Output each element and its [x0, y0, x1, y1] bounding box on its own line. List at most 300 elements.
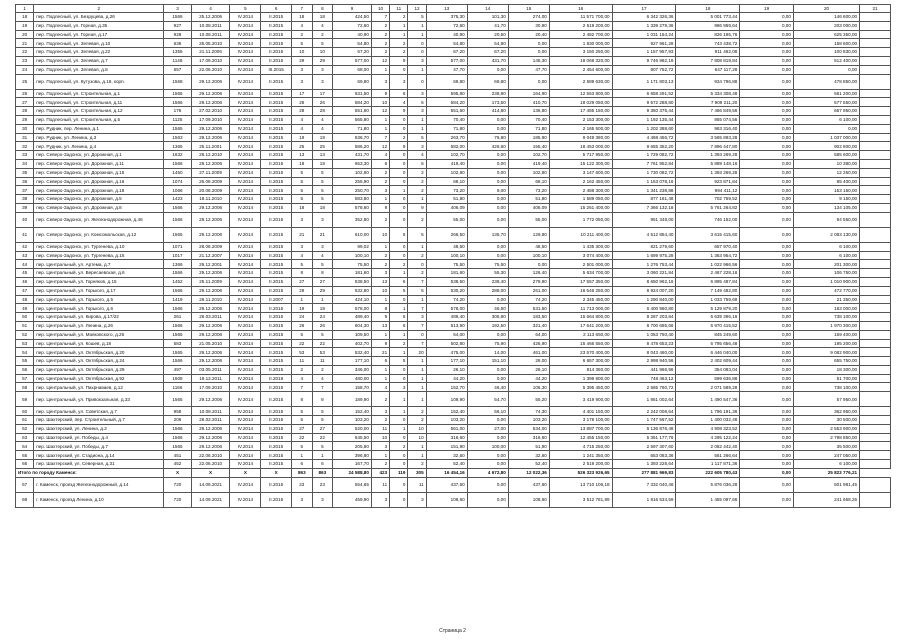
table-row: [16, 89, 891, 98]
table-cell: 28: [16, 107, 34, 116]
table-cell: 0,00: [467, 477, 508, 492]
table-cell: 489,40: [333, 313, 372, 322]
table-cell: 2: [408, 407, 426, 416]
table-cell: 5: [292, 168, 313, 177]
address-cell: г. Каменск, проезд Ленина, д.10: [34, 492, 164, 507]
table-cell: 2 553 900,00: [793, 424, 859, 433]
table-cell: 103,20: [508, 416, 549, 425]
table-cell: 44,20: [426, 374, 467, 383]
table-cell: 47,70: [508, 65, 549, 74]
table-cell: 3: [408, 89, 426, 98]
table-cell: 4: [408, 151, 426, 160]
table-cell: 9: [333, 5, 372, 13]
table-cell: IV.2014: [230, 65, 261, 74]
table-cell: 1: [16, 5, 34, 13]
table-cell: 26: [292, 98, 313, 107]
table-cell: 76,80: [467, 133, 508, 142]
table-cell: [860, 177, 891, 186]
table-cell: 29.12.2006: [191, 357, 230, 366]
table-cell: 1: [371, 374, 389, 383]
table-cell: 55: [16, 357, 34, 366]
table-cell: IV.2014: [230, 142, 261, 151]
table-cell: 288,00: [467, 286, 508, 295]
table-cell: 396,80: [333, 451, 372, 460]
table-cell: 2: [408, 251, 426, 260]
table-cell: 459,90: [333, 492, 372, 507]
table-cell: 4 295 122,24: [676, 433, 740, 442]
table-cell: 7 808 819,84: [676, 56, 740, 65]
table-cell: 3: [408, 313, 426, 322]
table-cell: 9 049 380,00: [549, 133, 612, 142]
table-cell: 55,20: [508, 392, 549, 407]
address-cell: 2: [34, 5, 164, 13]
table-cell: 9: [390, 56, 408, 65]
table-cell: 0,00: [740, 433, 794, 442]
table-cell: 431,70: [467, 56, 508, 65]
table-cell: 1: [408, 357, 426, 366]
table-row: [16, 286, 891, 295]
address-cell: пер. Северо-Задонск, ул. Дорожная, д.5: [34, 195, 164, 204]
table-cell: 720: [164, 477, 191, 492]
table-cell: II.2015: [261, 142, 292, 151]
table-cell: 73,20: [426, 186, 467, 195]
table-cell: 53: [16, 339, 34, 348]
table-cell: 1: [390, 407, 408, 416]
table-cell: 526 323 926,65: [549, 468, 612, 477]
table-cell: 21: [312, 227, 333, 242]
table-cell: 26.08.2009: [191, 177, 230, 186]
table-cell: 1 037 000,00: [793, 133, 859, 142]
table-cell: 821 279,60: [612, 242, 676, 251]
table-cell: 40,90: [426, 30, 467, 39]
table-cell: 5: [312, 177, 333, 186]
table-cell: 192,50: [467, 321, 508, 330]
table-cell: [860, 286, 891, 295]
table-cell: II.2015: [261, 321, 292, 330]
table-cell: 30: [16, 124, 34, 133]
table-cell: [860, 321, 891, 330]
table-cell: 48,50: [426, 242, 467, 251]
table-cell: 18 068 320,00: [549, 56, 612, 65]
table-cell: 2 998 940,56: [612, 357, 676, 366]
table-cell: [860, 348, 891, 357]
table-cell: II.2015: [261, 13, 292, 22]
table-cell: 17 641 200,00: [549, 321, 612, 330]
table-cell: 151,90: [426, 442, 467, 451]
table-cell: 807 752,72: [612, 65, 676, 74]
table-cell: 23: [16, 56, 34, 65]
table-cell: 955 074,56: [676, 115, 740, 124]
table-cell: 102,70: [508, 151, 549, 160]
table-cell: 584,20: [333, 98, 372, 107]
table-cell: 582,00: [426, 142, 467, 151]
table-cell: II.2015: [261, 227, 292, 242]
table-cell: 0,00: [467, 212, 508, 227]
table-cell: 17: [292, 89, 313, 98]
table-cell: 22.06.2010: [191, 451, 230, 460]
table-cell: 167,70: [333, 460, 372, 469]
table-cell: 201 300,00: [793, 260, 859, 269]
table-cell: 3: [312, 242, 333, 251]
table-cell: 5: [408, 133, 426, 142]
table-cell: 5: [292, 407, 313, 416]
table-cell: 238,90: [467, 89, 508, 98]
table-cell: 305: [408, 468, 426, 477]
table-cell: II.2015: [261, 74, 292, 89]
table-cell: IV.2014: [230, 115, 261, 124]
table-cell: 475,00: [426, 348, 467, 357]
table-cell: 5: [312, 416, 333, 425]
table-cell: 29.12.2006: [191, 212, 230, 227]
address-cell: пер. Центральный, ул. Кошев, д.18: [34, 339, 164, 348]
table-cell: 2 113 650,00: [549, 330, 612, 339]
table-cell: 9 350 375,44: [612, 107, 676, 116]
table-cell: 1 192 135,44: [612, 115, 676, 124]
table-cell: 10: [371, 227, 389, 242]
table-cell: 902 800,00: [793, 142, 859, 151]
table-cell: 4: [312, 374, 333, 383]
table-cell: 0: [390, 115, 408, 124]
address-cell: пер. Подлесный, ул. Кутузова, д.16, корп.: [34, 74, 164, 89]
table-cell: [860, 392, 891, 407]
table-cell: 0: [390, 65, 408, 74]
address-cell: пер. Рудник, ул. Ленина, д.3: [34, 133, 164, 142]
table-cell: IV.2014: [230, 260, 261, 269]
table-cell: 6 100,00: [793, 251, 859, 260]
table-row: [16, 133, 891, 142]
table-cell: II.2015: [261, 260, 292, 269]
table-cell: [860, 39, 891, 48]
table-cell: 56,10: [467, 407, 508, 416]
table-cell: 24: [312, 313, 333, 322]
table-cell: 152,40: [333, 407, 372, 416]
table-cell: 17 485 150,00: [549, 107, 612, 116]
table-cell: 4 401 150,00: [549, 407, 612, 416]
table-cell: 748 463,12: [612, 374, 676, 383]
table-cell: 46,50: [467, 304, 508, 313]
table-cell: 27.02.2010: [191, 107, 230, 116]
table-cell: 2: [390, 48, 408, 57]
table-cell: 7 896 447,80: [676, 142, 740, 151]
table-cell: 1: [312, 451, 333, 460]
table-cell: 0: [390, 365, 408, 374]
table-cell: 22: [16, 48, 34, 57]
table-cell: 1 393 269,28: [676, 151, 740, 160]
table-cell: 0,00: [467, 433, 508, 442]
table-cell: 0,00: [740, 321, 794, 330]
table-cell: 158 600,00: [793, 39, 859, 48]
table-cell: 1563: [164, 133, 191, 142]
table-cell: 0,00: [793, 124, 859, 133]
table-cell: 7 149 482,80: [676, 286, 740, 295]
address-cell: пер. Подлесный, ул. Строительная, д.1: [34, 89, 164, 98]
table-cell: IV.2014: [230, 304, 261, 313]
table-cell: 316,60: [508, 433, 549, 442]
address-cell: пер. Шахтерский, ул. Победы, д.7: [34, 442, 164, 451]
table-cell: IV.2014: [230, 48, 261, 57]
table-cell: 53: [312, 348, 333, 357]
table-cell: 69,80: [426, 74, 467, 89]
table-cell: 13 887 700,00: [549, 424, 612, 433]
table-cell: 877 161,48: [612, 195, 676, 204]
table-cell: 1: [390, 269, 408, 278]
table-cell: 26.03.2011: [191, 313, 230, 322]
table-row: [16, 39, 891, 48]
table-cell: 6: [390, 89, 408, 98]
table-cell: 54,70: [467, 392, 508, 407]
table-row: [16, 203, 891, 212]
address-cell: пер. Центральный, ул. Пахрнаваев, д.12: [34, 383, 164, 392]
table-cell: 29: [312, 286, 333, 295]
table-cell: [860, 251, 891, 260]
table-cell: 46: [16, 277, 34, 286]
table-cell: 3: [408, 492, 426, 507]
table-cell: 50: [16, 313, 34, 322]
table-cell: II.2015: [261, 304, 292, 313]
table-cell: 472 770,00: [793, 286, 859, 295]
table-cell: [860, 269, 891, 278]
table-cell: IV.2014: [230, 56, 261, 65]
table-cell: 0,00: [467, 374, 508, 383]
table-cell: 274,00: [508, 13, 549, 22]
table-cell: 1: [408, 383, 426, 392]
table-cell: 11: [390, 5, 408, 13]
table-cell: 1566: [164, 304, 191, 313]
table-cell: 3 074 400,00: [549, 251, 612, 260]
table-cell: 1: [371, 124, 389, 133]
table-row: [16, 433, 891, 442]
table-cell: 26: [312, 321, 333, 330]
table-cell: 7 466 849,56: [676, 107, 740, 116]
table-cell: 8: [312, 269, 333, 278]
table-cell: 17.09.2010: [191, 56, 230, 65]
table-cell: 375,30: [426, 13, 467, 22]
table-cell: 70,40: [426, 115, 467, 124]
address-cell: пер. Северо-Задонск, ул. Дорожная, д.16: [34, 177, 164, 186]
table-cell: II.2015: [261, 407, 292, 416]
table-cell: 1071: [164, 242, 191, 251]
table-cell: 911 462,08: [676, 48, 740, 57]
table-cell: 0: [390, 477, 408, 492]
table-cell: 1148: [164, 56, 191, 65]
table-cell: 14.09.2021: [191, 477, 230, 492]
table-cell: 0,00: [467, 242, 508, 251]
table-cell: 17.09.2010: [191, 115, 230, 124]
table-cell: 54,80: [467, 39, 508, 48]
table-cell: 1: [371, 295, 389, 304]
table-cell: 0,00: [467, 151, 508, 160]
table-cell: 584,20: [426, 98, 467, 107]
table-cell: 2: [371, 460, 389, 469]
table-cell: 2: [371, 39, 389, 48]
table-cell: 2: [371, 48, 389, 57]
table-cell: 10: [408, 424, 426, 433]
table-cell: 0,00: [740, 186, 794, 195]
table-cell: 71,80: [508, 124, 549, 133]
table-cell: 316,60: [426, 433, 467, 442]
table-cell: 47: [16, 286, 34, 295]
table-cell: 2 345 450,00: [549, 295, 612, 304]
table-cell: 0,00: [740, 277, 794, 286]
table-cell: 5: [390, 286, 408, 295]
table-cell: 23 570 400,00: [549, 348, 612, 357]
table-cell: 25: [16, 74, 34, 89]
table-row: [16, 227, 891, 242]
table-cell: 927: [164, 21, 191, 30]
table-cell: 3: [312, 65, 333, 74]
table-cell: 478 850,00: [793, 74, 859, 89]
table-cell: 0,00: [740, 477, 794, 492]
table-row: [16, 21, 891, 30]
table-cell: [860, 477, 891, 492]
table-cell: 72,60: [426, 21, 467, 30]
table-cell: 0: [390, 492, 408, 507]
table-cell: 426,90: [508, 339, 549, 348]
table-cell: IV.2014: [230, 124, 261, 133]
table-cell: 15 466 550,00: [549, 339, 612, 348]
table-cell: 21: [860, 5, 891, 13]
table-cell: 0,00: [467, 330, 508, 339]
table-cell: 176: [164, 107, 191, 116]
table-cell: 4: [191, 5, 230, 13]
table-cell: 75,50: [333, 260, 372, 269]
table-cell: 1 171 803,13: [612, 74, 676, 89]
table-cell: 24: [292, 313, 313, 322]
table-cell: 1 455 097,66: [676, 492, 740, 507]
table-cell: 31: [16, 133, 34, 142]
table-cell: 1365: [164, 142, 191, 151]
table-cell: 26.11.2010: [191, 295, 230, 304]
table-cell: 1 730 082,72: [612, 168, 676, 177]
table-cell: 25 823 776,21: [793, 468, 859, 477]
table-cell: 65: [16, 451, 34, 460]
table-cell: X: [191, 468, 230, 477]
address-cell: пер. Центральный, ул. Привокзальная, д.33: [34, 392, 164, 407]
table-cell: 26.02.2011: [191, 416, 230, 425]
table-cell: IV.2014: [230, 30, 261, 39]
table-cell: 1566: [164, 203, 191, 212]
table-cell: 545,50: [333, 433, 372, 442]
table-cell: 2: [292, 365, 313, 374]
table-cell: 0,00: [740, 56, 794, 65]
table-cell: 5: [292, 186, 313, 195]
table-cell: IV.2014: [230, 151, 261, 160]
table-cell: 8: [312, 5, 333, 13]
table-cell: 554,65: [333, 477, 372, 492]
table-cell: II.2015: [261, 477, 292, 492]
address-cell: пер. Подлесный, ул. Строительная, д.5: [34, 115, 164, 124]
table-cell: 0: [408, 39, 426, 48]
table-cell: 71,80: [426, 124, 467, 133]
table-cell: 0,00: [467, 115, 508, 124]
table-cell: 1565: [164, 442, 191, 451]
table-cell: 1450: [164, 168, 191, 177]
table-cell: IV.2014: [230, 21, 261, 30]
table-cell: 6: [390, 321, 408, 330]
table-cell: 1: [292, 451, 313, 460]
table-cell: 994 411,12: [676, 186, 740, 195]
table-cell: 0,00: [740, 365, 794, 374]
table-cell: 2 519 200,00: [549, 460, 612, 469]
address-cell: пер. Центральный, ул. Октябрьская, д.24: [34, 357, 164, 366]
table-row: [16, 151, 891, 160]
table-cell: 119: [390, 468, 408, 477]
table-cell: [860, 242, 891, 251]
table-cell: IV.2014: [230, 365, 261, 374]
table-cell: 551,60: [426, 107, 467, 116]
table-row: [16, 186, 891, 195]
table-cell: 66: [16, 460, 34, 469]
table-cell: [860, 65, 891, 74]
table-cell: 1565: [164, 348, 191, 357]
table-cell: 321,40: [508, 321, 549, 330]
table-cell: 14,00: [467, 348, 508, 357]
table-cell: 8 287 203,84: [612, 313, 676, 322]
table-cell: 7 332 040,46: [612, 477, 676, 492]
table-cell: 185,90: [508, 133, 549, 142]
table-cell: 109,50: [333, 330, 372, 339]
table-cell: 9 082 900,00: [793, 348, 859, 357]
table-cell: 5: [292, 260, 313, 269]
table-cell: 7: [408, 321, 426, 330]
address-cell: пер. Центральный, ул. Вересаевская, д.6: [34, 269, 164, 278]
table-cell: [860, 374, 891, 383]
table-cell: 1 053 750,40: [612, 330, 676, 339]
table-row: [16, 365, 891, 374]
table-cell: 667 950,00: [793, 107, 859, 116]
table-cell: 2: [371, 177, 389, 186]
table-cell: 577,00: [333, 56, 372, 65]
address-cell: пер. Подлесный, ул. Зелевая, д.7: [34, 56, 164, 65]
table-cell: 1 157 957,93: [612, 48, 676, 57]
table-cell: IV.2014: [230, 212, 261, 227]
table-cell: 4 908 323,52: [676, 424, 740, 433]
table-cell: II.2015: [261, 195, 292, 204]
table-cell: 5: [312, 407, 333, 416]
table-cell: 261,00: [508, 286, 549, 295]
table-cell: 106,30: [508, 383, 549, 392]
table-cell: II.2015: [261, 203, 292, 212]
table-cell: 738 100,00: [793, 383, 859, 392]
table-cell: 305,90: [467, 313, 508, 322]
table-cell: 8: [371, 304, 389, 313]
table-cell: 1508: [164, 374, 191, 383]
table-cell: 18: [676, 5, 740, 13]
table-row: [16, 416, 891, 425]
table-cell: [860, 442, 891, 451]
table-cell: 1565: [164, 124, 191, 133]
table-cell: 1565: [164, 392, 191, 407]
address-cell: пер. Подлесный, ул. Строительная, д.11: [34, 98, 164, 107]
table-cell: 29.12.2006: [191, 203, 230, 212]
table-cell: 2 165 500,00: [549, 124, 612, 133]
table-cell: 1: [408, 115, 426, 124]
table-cell: 51 700,00: [793, 374, 859, 383]
table-row: [16, 357, 891, 366]
table-cell: IV.2014: [230, 451, 261, 460]
table-cell: 720: [164, 492, 191, 507]
table-cell: 12 553 800,00: [549, 89, 612, 98]
table-cell: 5 361 177,76: [612, 433, 676, 442]
table-cell: 69,80: [333, 74, 372, 89]
table-cell: 205,80: [333, 442, 372, 451]
table-cell: 4: [371, 383, 389, 392]
table-cell: 29.12.2006: [191, 98, 230, 107]
table-cell: 2: [371, 168, 389, 177]
address-cell: пер. Центральный, ул. Октябрьская, д.20: [34, 348, 164, 357]
table-cell: 1017: [164, 251, 191, 260]
table-cell: 1 399 800,00: [549, 374, 612, 383]
